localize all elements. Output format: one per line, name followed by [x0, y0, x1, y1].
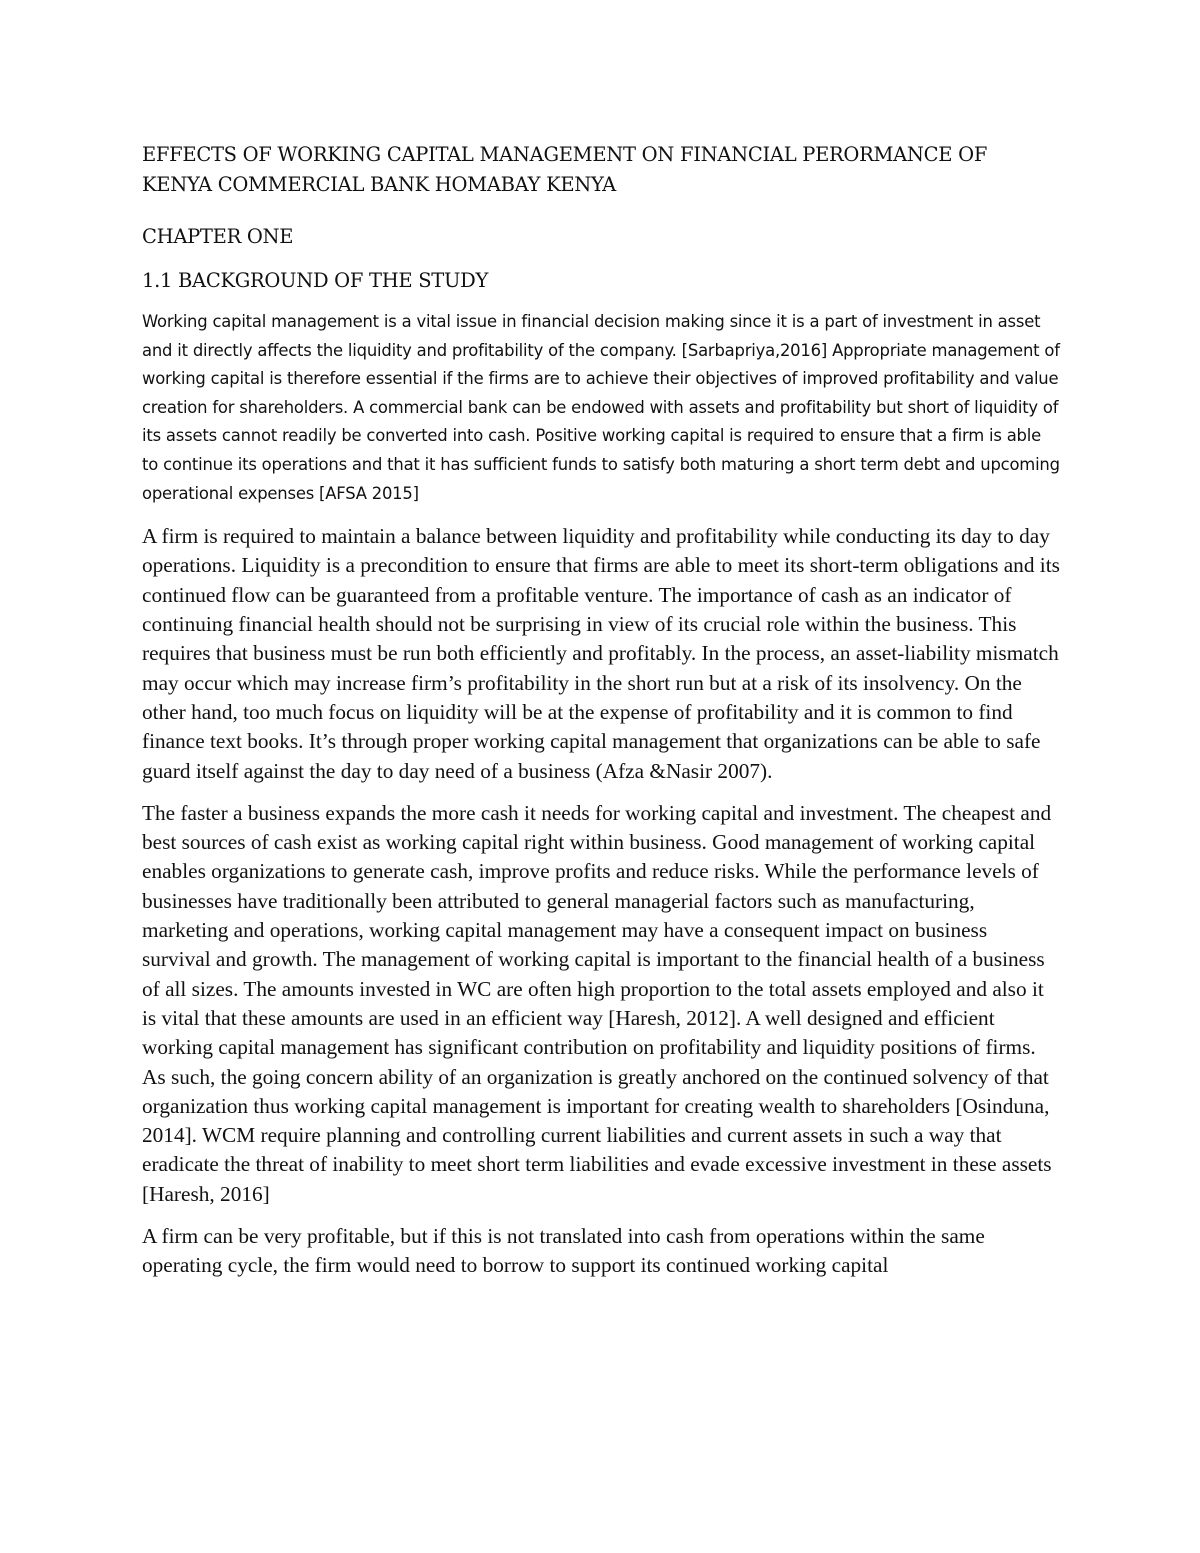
document-body — [142, 140, 1060, 1281]
chapter-heading: CHAPTER ONE — [142, 225, 294, 248]
section-heading: 1.1 BACKGROUND OF THE STUDY — [142, 269, 489, 292]
paragraph: A firm can be very profitable, but if this is not translated into cash from operations within the same operating cycle, the firm would need to borrow to support its continued working capital — [142, 1223, 985, 1278]
paragraph: The faster a business expands the more cash it needs for working capital and investment. The cheapest and best sources of cash exist as working capital right within business. Good management of working capital enables organizations to generate cash, improve profits and reduce risks. While the performance levels of businesses have traditionally been attributed to general managerial factors such as manufacturing, marketing and operations, working capital management may have a consequent impact on business survival and growth. The management of working capital is important to the financial health of a business of all sizes. The amounts invested in WC are often high proportion to the total assets employed and also it is vital that these amounts are used in an efficient way [Haresh, 2012]. A well designed and efficient working capital management has significant contribution on profitability and liquidity positions of firms. As such, the going concern ability of an organization is greatly anchored on the continued solvency of that organization thus working capital management is important for creating wealth to shareholders [Osinduna, 2014]. WCM require planning and controlling current liabilities and current assets in such a way that eradicate the threat of inability to meet short term liabilities and evade excessive investment in these assets [Haresh, 2016] — [142, 800, 1052, 1206]
paragraph: A firm is required to maintain a balance between liquidity and profitability while conducting its day to day operations. Liquidity is a precondition to ensure that firms are able to meet its short-term obligations and its continued flow can be guaranteed from a profitable venture. The importance of cash as an indicator of continuing financial health should not be surprising in view of its crucial role within the business. This requires that business must be run both efficiently and profitably. In the process, an asset-liability mismatch may occur which may increase firm’s profitability in the short run but at a risk of its insolvency. On the other hand, too much focus on liquidity will be at the expense of profitability and it is common to find finance text books. It’s through proper working capital management that organizations can be able to safe guard itself against the day to day need of a business (Afza &Nasir 2007). — [142, 524, 1060, 783]
document-title: EFFECTS OF WORKING CAPITAL MANAGEMENT ON FINANCIAL PERORMANCE OF KENYA COMMERCIAL BANK HOMABAY KENYA — [142, 143, 988, 196]
paragraph: Working capital management is a vital issue in financial decision making since it is a part of investment in asset and it directly affects the liquidity and profitability of the company. [Sarbapriya,2016] Appropriate management of working capital is therefore essential if the firms are to achieve their objectives of improved profitability and value creation for shareholders. A commercial bank can be endowed with assets and profitability but short of liquidity of its assets cannot readily be converted into cash. Positive working capital is required to ensure that a firm is able to continue its operations and that it has sufficient funds to satisfy both maturing a short term debt and upcoming operational expenses [AFSA 2015] — [142, 312, 1060, 503]
